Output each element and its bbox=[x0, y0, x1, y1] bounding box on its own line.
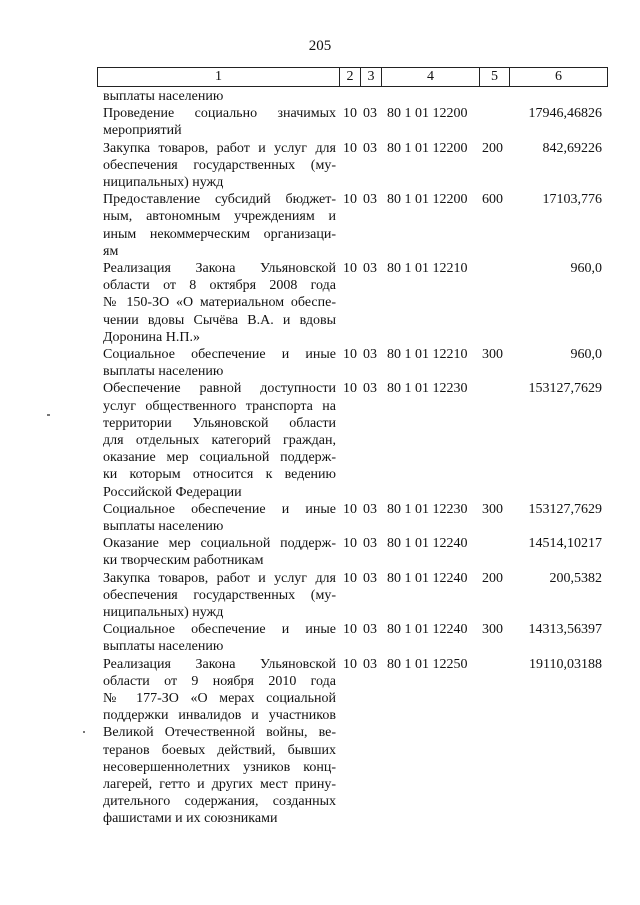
row-name-line: выплаты населению bbox=[103, 639, 224, 655]
row-expense-type: 200 bbox=[482, 570, 503, 586]
scan-mark bbox=[47, 414, 50, 416]
row-expense-type: 300 bbox=[482, 622, 503, 638]
row-amount: 19110,03188 bbox=[529, 656, 602, 672]
row-name-line: дительного содержания, созданных bbox=[103, 794, 336, 810]
header-col-6: 6 bbox=[509, 68, 607, 86]
row-name-line: области от 8 октября 2008 года bbox=[103, 278, 336, 294]
row-name-line: теранов боевых действий, бывших bbox=[103, 742, 336, 758]
row-name bbox=[103, 656, 336, 828]
row-target-article: 80 1 01 12210 bbox=[387, 347, 468, 362]
row-name-line: ки творческим работникам bbox=[103, 553, 264, 569]
row-name-line: поддержки инвалидов и участников bbox=[103, 708, 336, 724]
row-name-line: иным некоммерческим организаци- bbox=[103, 226, 336, 242]
row-target-article: 80 1 01 12250 bbox=[387, 656, 468, 672]
row-name bbox=[103, 535, 336, 569]
row-target-article: 80 1 01 12210 bbox=[387, 261, 468, 276]
row-name-line: Социальное обеспечение и иные bbox=[103, 347, 336, 362]
row-name-line: № 177-ЗО «О мерах социальной bbox=[103, 690, 336, 706]
row-name bbox=[103, 88, 336, 105]
row-name-line: обеспечения государственных (му- bbox=[103, 157, 336, 173]
row-section: 10 bbox=[343, 261, 357, 276]
row-section: 10 bbox=[343, 622, 357, 638]
scan-mark bbox=[83, 731, 85, 733]
row-name-line: Предоставление субсидий бюджет- bbox=[103, 192, 336, 208]
row-name-line: Закупка товаров, работ и услуг для bbox=[103, 140, 336, 156]
header-col-2: 2 bbox=[339, 68, 360, 86]
row-target-article: 80 1 01 12200 bbox=[387, 192, 468, 208]
row-section: 10 bbox=[343, 140, 357, 156]
row-subsection: 03 bbox=[363, 140, 377, 156]
row-section: 10 bbox=[343, 381, 357, 397]
row-name-line: Российской Федерации bbox=[103, 484, 242, 500]
row-name-line: Великой Отечественной войны, ве- bbox=[103, 725, 336, 741]
row-name-line: ки которым относится к ведению bbox=[103, 467, 336, 483]
row-target-article: 80 1 01 12240 bbox=[387, 622, 468, 638]
row-name bbox=[103, 105, 336, 139]
row-amount: 14313,56397 bbox=[528, 622, 602, 638]
row-name-line: области от 9 ноября 2010 года bbox=[103, 673, 336, 689]
row-section: 10 bbox=[343, 570, 357, 586]
row-amount: 960,0 bbox=[570, 347, 602, 362]
header-col-1: 1 bbox=[215, 69, 222, 84]
row-target-article: 80 1 01 12230 bbox=[387, 501, 468, 517]
row-amount: 960,0 bbox=[570, 261, 602, 276]
row-subsection: 03 bbox=[363, 381, 377, 397]
row-name-line: № 150-ЗО «О материальном обеспе- bbox=[103, 295, 336, 311]
row-expense-type: 200 bbox=[482, 140, 503, 156]
header-col-3: 3 bbox=[360, 68, 381, 86]
row-name-line: обеспечения государственных (му- bbox=[103, 587, 336, 603]
row-section: 10 bbox=[343, 536, 357, 552]
row-name-line: фашистами и их союзниками bbox=[103, 811, 278, 827]
row-amount: 842,69226 bbox=[542, 140, 602, 156]
row-subsection: 03 bbox=[363, 261, 377, 276]
row-name bbox=[103, 570, 336, 622]
page-number: 205 bbox=[308, 38, 332, 54]
row-name-line: территории Ульяновской области bbox=[103, 415, 336, 431]
row-name-line: Закупка товаров, работ и услуг для bbox=[103, 570, 336, 586]
row-section: 10 bbox=[343, 106, 357, 122]
row-subsection: 03 bbox=[363, 570, 377, 586]
row-name-line: ям bbox=[103, 243, 119, 259]
row-amount: 153127,7629 bbox=[528, 381, 602, 397]
row-name bbox=[103, 621, 336, 655]
row-name-line: выплаты населению bbox=[103, 89, 224, 104]
row-expense-type: 600 bbox=[482, 192, 503, 208]
row-name-line: чении вдовы Сычёва В.А. и вдовы bbox=[103, 312, 336, 328]
row-target-article: 80 1 01 12200 bbox=[387, 140, 468, 156]
row-name-line: Социальное обеспечение и иные bbox=[103, 501, 336, 517]
row-amount: 200,5382 bbox=[549, 570, 602, 586]
row-name-line: выплаты населению bbox=[103, 364, 224, 380]
row-name-line: мероприятий bbox=[103, 123, 182, 139]
row-subsection: 03 bbox=[363, 622, 377, 638]
row-section: 10 bbox=[343, 501, 357, 517]
row-name-line: выплаты населению bbox=[103, 518, 224, 534]
row-subsection: 03 bbox=[363, 656, 377, 672]
row-section: 10 bbox=[343, 347, 357, 362]
row-name-line: Доронина Н.П.» bbox=[103, 329, 200, 345]
row-name-line: лагерей, гетто и других мест прину- bbox=[103, 776, 336, 792]
row-name-line: Оказание мер социальной поддерж- bbox=[103, 536, 336, 552]
row-subsection: 03 bbox=[363, 501, 377, 517]
row-name-line: Проведение социально значимых bbox=[103, 106, 336, 122]
row-name-line: ниципальных) нужд bbox=[103, 174, 224, 190]
row-amount: 17946,46826 bbox=[528, 106, 602, 122]
row-name bbox=[103, 346, 336, 380]
row-target-article: 80 1 01 12200 bbox=[387, 106, 468, 122]
row-name-line: ным, автономным учреждениям и bbox=[103, 209, 336, 225]
row-name-line: для отдельных категорий граждан, bbox=[103, 432, 336, 448]
row-name-line: несовершеннолетних узников конц- bbox=[103, 759, 336, 775]
row-expense-type: 300 bbox=[482, 347, 503, 362]
row-amount: 17103,776 bbox=[542, 192, 602, 208]
row-name-line: Обеспечение равной доступности bbox=[103, 381, 336, 397]
row-section: 10 bbox=[343, 192, 357, 208]
row-name bbox=[103, 140, 336, 192]
row-name-line: услуг общественного транспорта на bbox=[103, 398, 336, 414]
row-name bbox=[103, 191, 336, 260]
row-name-line: Социальное обеспечение и иные bbox=[103, 622, 336, 638]
row-name bbox=[103, 380, 336, 500]
row-subsection: 03 bbox=[363, 347, 377, 362]
row-target-article: 80 1 01 12240 bbox=[387, 570, 468, 586]
row-subsection: 03 bbox=[363, 536, 377, 552]
header-col-4: 4 bbox=[381, 68, 479, 86]
row-name-line: Реализация Закона Ульяновской bbox=[103, 656, 336, 672]
row-section: 10 bbox=[343, 656, 357, 672]
row-name bbox=[103, 501, 336, 535]
row-target-article: 80 1 01 12230 bbox=[387, 381, 468, 397]
row-amount: 153127,7629 bbox=[528, 501, 602, 517]
row-amount: 14514,10217 bbox=[528, 536, 602, 552]
row-name-line: Реализация Закона Ульяновской bbox=[103, 261, 336, 276]
row-name-line: оказание мер социальной поддерж- bbox=[103, 450, 336, 466]
row-subsection: 03 bbox=[363, 106, 377, 122]
row-target-article: 80 1 01 12240 bbox=[387, 536, 468, 552]
row-name bbox=[103, 260, 336, 346]
header-col-5: 5 bbox=[479, 68, 509, 86]
row-expense-type: 300 bbox=[482, 501, 503, 517]
row-subsection: 03 bbox=[363, 192, 377, 208]
table-header bbox=[97, 67, 608, 87]
row-name-line: ниципальных) нужд bbox=[103, 604, 224, 620]
